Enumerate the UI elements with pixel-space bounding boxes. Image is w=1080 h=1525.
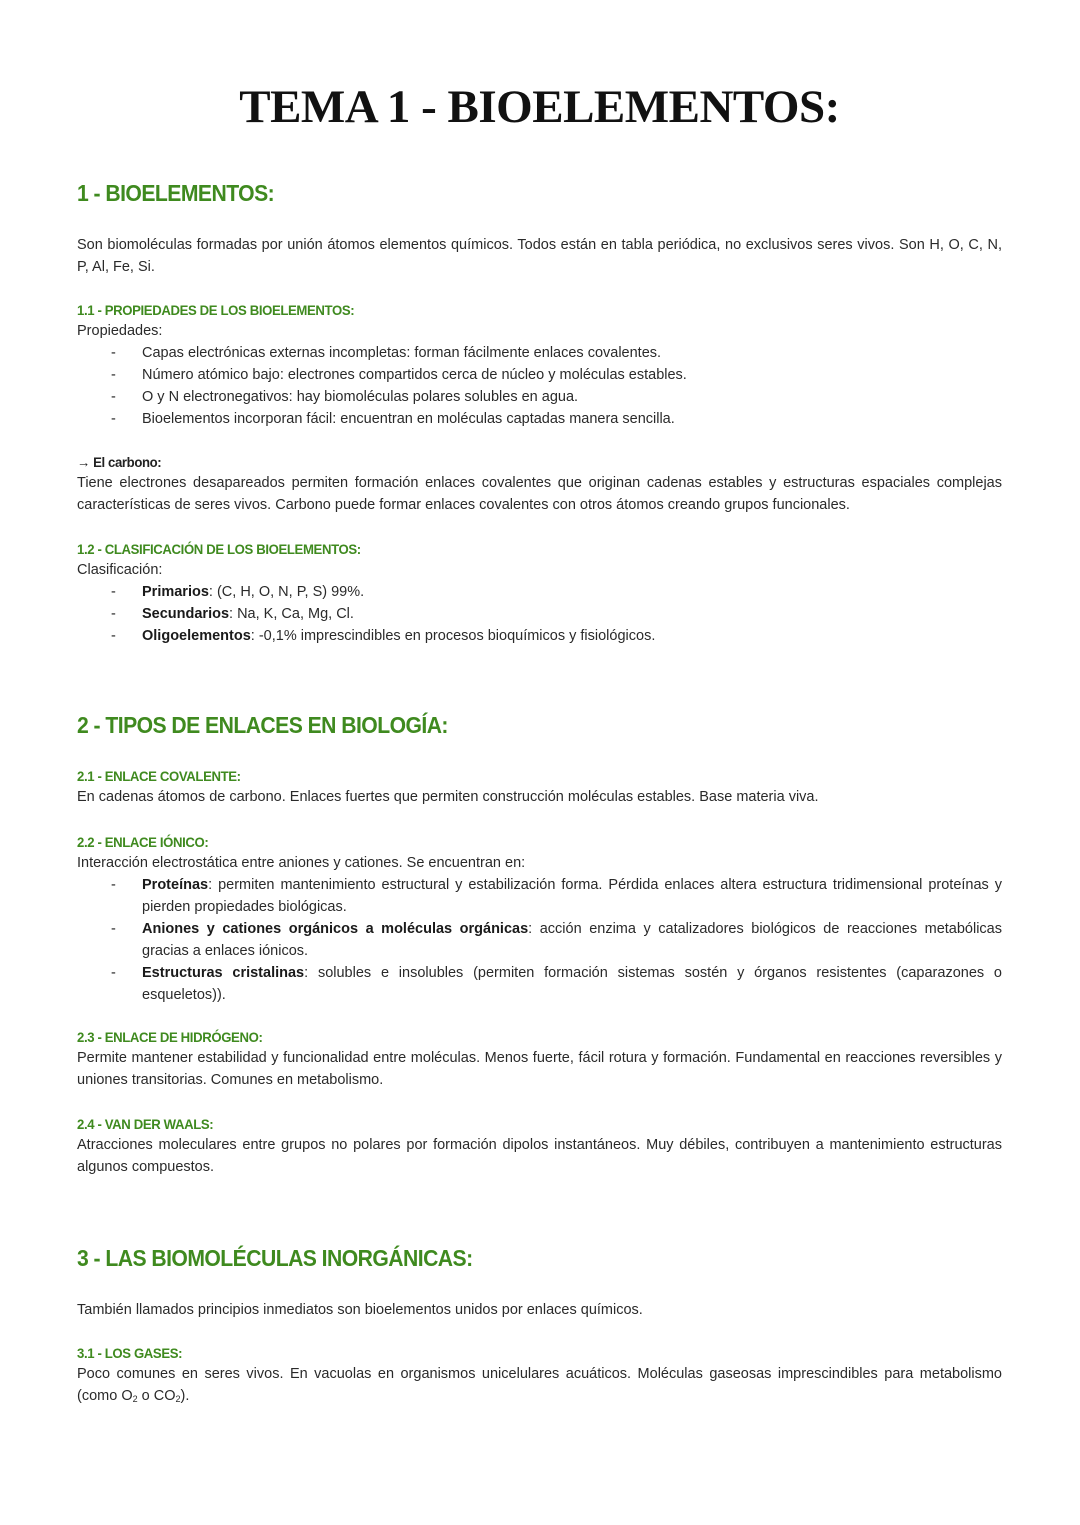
list-item: - Número atómico bajo: electrones compartidos cerca de núcleo y moléculas estables. xyxy=(77,364,1002,386)
subsection-1-2 xyxy=(77,539,1002,647)
subsection-3-1-heading: 3.1 - LOS GASES: xyxy=(77,1345,183,1361)
carbono-block xyxy=(77,452,1002,516)
list-item-term: Estructuras cristalinas xyxy=(142,965,305,981)
section-2 xyxy=(77,712,1002,739)
section-3-intro-block xyxy=(77,1299,1002,1321)
list-item-term: Proteínas xyxy=(142,877,209,893)
list-item-term: Oligoelementos xyxy=(142,628,251,644)
subsection-2-3-text: Permite mantener estabilidad y funcionalidad entre moléculas. Menos fuerte, fácil rotura y formación. Fundamental en reacciones reversibles y uniones transitorias. Comunes en metabolismo. xyxy=(77,1050,1002,1088)
gases-subscript-a: 2 xyxy=(132,1394,138,1404)
subsection-2-4 xyxy=(77,1114,1002,1178)
gases-text-c: ). xyxy=(180,1388,190,1404)
subsection-3-1-text xyxy=(77,1363,1002,1410)
section-1-heading: 1 - BIOELEMENTOS: xyxy=(77,180,275,206)
section-3 xyxy=(77,1245,1002,1272)
subsection-2-1-text: En cadenas átomos de carbono. Enlaces fuertes que permiten construcción moléculas estables. Base materia viva. xyxy=(77,789,819,805)
carbono-text: Tiene electrones desapareados permiten formación enlaces covalentes que originan cadenas estables y estructuras espaciales complejas características de seres vivos. Carbono puede formar enlaces covalentes con otros átomos creando grupos funcionales. xyxy=(77,475,1002,513)
section-3-intro: También llamados principios inmediatos son bioelementos unidos por enlaces químicos. xyxy=(77,1302,643,1318)
subsection-1-1-heading: 1.1 - PROPIEDADES DE LOS BIOELEMENTOS: xyxy=(77,302,355,318)
carbono-heading: → El carbono: xyxy=(77,454,162,470)
list-item-text: : (C, H, O, N, P, S) 99%. xyxy=(208,584,365,600)
section-3-heading: 3 - LAS BIOMOLÉCULAS INORGÁNICAS: xyxy=(77,1245,473,1271)
section-1 xyxy=(77,180,1002,207)
section-1-intro: Son biomoléculas formadas por unión átomos elementos químicos. Todos están en tabla periódica, no exclusivos seres vivos. Son H, O, C, N, P, Al, Fe, Si. xyxy=(77,237,1002,275)
list-item-text: : -0,1% imprescindibles en procesos bioquímicos y fisiológicos. xyxy=(250,628,656,644)
subsection-1-2-heading: 1.2 - CLASIFICACIÓN DE LOS BIOELEMENTOS: xyxy=(77,541,361,557)
section-2-heading: 2 - TIPOS DE ENLACES EN BIOLOGÍA: xyxy=(77,712,448,738)
gases-text-b: o CO xyxy=(137,1388,176,1404)
properties-list xyxy=(77,342,1002,430)
list-item: - O y N electronegativos: hay biomoléculas polares solubles en agua. xyxy=(77,386,1002,408)
subsection-1-1-lead: Propiedades: xyxy=(77,323,163,339)
list-item xyxy=(77,581,1002,603)
list-item-term: Secundarios xyxy=(142,606,230,622)
subsection-2-3-heading: 2.3 - ENLACE DE HIDRÓGENO: xyxy=(77,1029,263,1045)
subsection-2-4-text: Atracciones moleculares entre grupos no polares por formación dipolos instantáneos. Muy débiles, contribuyen a mantenimiento estructuras algunos compuestos. xyxy=(77,1137,1002,1175)
ionic-list xyxy=(77,874,1002,1006)
section-1-intro-block xyxy=(77,234,1002,278)
list-item-term: Primarios xyxy=(142,584,209,600)
list-item: - Capas electrónicas externas incompletas: forman fácilmente enlaces covalentes. xyxy=(77,342,1002,364)
list-item-text: : solubles e insolubles (permiten formación sistemas sostén y órganos resistentes (caparazones o esqueletos)). xyxy=(142,965,1002,1003)
subsection-2-2-heading: 2.2 - ENLACE IÓNICO: xyxy=(77,834,209,850)
list-item xyxy=(77,603,1002,625)
subsection-3-1 xyxy=(77,1343,1002,1410)
list-item-text: : acción enzima y catalizadores biológicos de reacciones metabólicas gracias a enlaces iónicos. xyxy=(142,921,1002,959)
subsection-2-3 xyxy=(77,1027,1002,1091)
list-item-text: : permiten mantenimiento estructural y estabilización forma. Pérdida enlaces altera estructura tridimensional proteínas y pierden propiedades biológicas. xyxy=(142,877,1002,915)
list-item xyxy=(77,874,1002,918)
list-item xyxy=(77,918,1002,962)
list-item xyxy=(77,962,1002,1006)
subsection-2-2-lead: Interacción electrostática entre aniones y cationes. Se encuentran en: xyxy=(77,855,526,871)
subsection-1-2-lead: Clasificación: xyxy=(77,562,163,578)
gases-text-a: Poco comunes en seres vivos. En vacuolas en organismos unicelulares acuáticos. Moléculas gaseosas imprescindibles para metabolismo (como O xyxy=(77,1366,1002,1404)
list-item-term: Aniones y cationes orgánicos a moléculas orgánicas xyxy=(142,921,529,937)
list-item-text: : Na, K, Ca, Mg, Cl. xyxy=(229,606,354,622)
document-title: TEMA 1 - BIOELEMENTOS: xyxy=(239,81,840,133)
list-item xyxy=(77,625,1002,647)
gases-subscript-b: 2 xyxy=(175,1394,181,1404)
classification-list xyxy=(77,581,1002,647)
subsection-1-1 xyxy=(77,300,1002,430)
list-item: - Bioelementos incorporan fácil: encuentran en moléculas captadas manera sencilla. xyxy=(77,408,1002,430)
subsection-2-4-heading: 2.4 - VAN DER WAALS: xyxy=(77,1116,214,1132)
subsection-2-2 xyxy=(77,832,1002,1006)
subsection-2-1 xyxy=(77,766,1002,808)
subsection-2-1-heading: 2.1 - ENLACE COVALENTE: xyxy=(77,768,241,784)
